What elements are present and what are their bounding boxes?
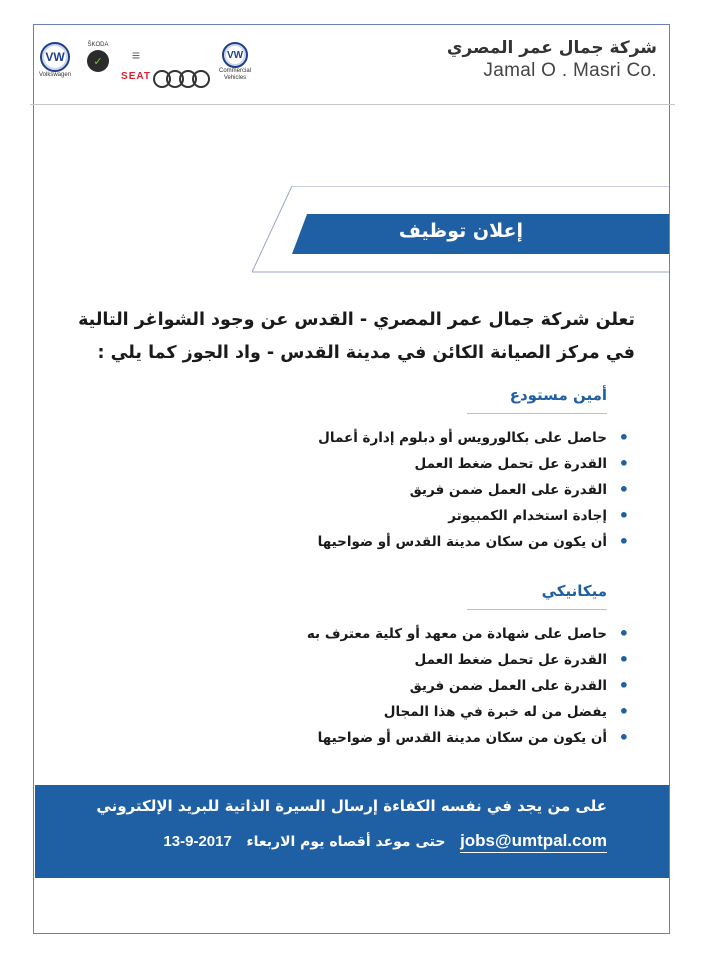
bullet-icon: • [618,650,629,669]
requirement-text: حاصل على شهادة من معهد أو كلية معترف به [306,626,607,642]
list-item [207,725,629,751]
vw-commercial-icon: VW [222,42,248,68]
banner-title: إعلان توظيف [398,220,523,242]
company-header [447,38,657,82]
requirement-text: القدرة على العمل ضمن فريق [409,678,607,694]
deadline-date: 13-9-2017 [163,833,232,850]
header-divider [30,104,675,105]
footer-banner [35,785,669,878]
company-name-arabic: شركة جمال عمر المصري [446,38,657,58]
bullet-icon: • [618,532,629,551]
footer-deadline [163,831,607,851]
section-title-storekeeper: أمين مستودع [509,386,607,404]
brand-seat [119,46,153,83]
requirement-text: إجادة استخدام الكمبيوتر [448,508,607,524]
list-item [207,647,629,673]
brand-volkswagen [35,42,75,78]
bullet-icon: • [618,702,629,721]
section-title-mechanic: ميكانيكي [541,582,607,600]
list-item [207,673,629,699]
bullet-icon: • [618,480,629,499]
deadline-text: حتى موعد أقصاه يوم الاربعاء [246,834,446,850]
company-name-english: Jamal O . Masri Co. [483,60,657,81]
list-item [207,477,629,503]
bullet-icon: • [618,728,629,747]
requirement-text: يفضل من له خبرة في هذا المجال [383,704,607,720]
requirement-text: حاصل على بكالورويس أو دبلوم إدارة أعمال [318,430,607,446]
brand-caption: ŠKODA [87,42,109,48]
email-link[interactable]: jobs@umtpal.com [460,831,607,853]
storekeeper-requirements [207,425,629,555]
requirement-text: أن يكون من سكان مدينة القدس أو ضواحيها [317,534,607,550]
brand-caption: Volkswagen [38,72,72,78]
requirement-text: القدرة عل تحمل ضغط العمل [414,652,607,668]
footer-instruction: على من يجد في نفسه الكفاءة إرسال السيرة الذاتية للبريد الإلكتروني [96,797,607,815]
bullet-icon: • [618,454,629,473]
section-divider [467,413,607,414]
list-item [207,503,629,529]
seat-icon: ≡ [131,47,141,63]
bullet-icon: • [618,676,629,695]
vw-icon: VW [40,42,70,72]
intro-line-1: تعلن شركة جمال عمر المصري - القدس عن وجود الشواغر التالية [78,310,635,330]
section-divider [467,609,607,610]
requirement-text: القدرة على العمل ضمن فريق [409,482,607,498]
bullet-icon: • [618,506,629,525]
audi-rings-icon [153,70,211,90]
brand-caption: SEAT [121,71,151,82]
mechanic-requirements [207,621,629,751]
requirement-text: القدرة عل تحمل ضغط العمل [414,456,607,472]
bullet-icon: • [618,624,629,643]
list-item [207,621,629,647]
list-item [207,699,629,725]
brand-skoda [81,42,115,72]
list-item [207,425,629,451]
brand-caption: Commercial Vehicles [218,68,251,81]
brand-commercial-vehicles [213,42,257,82]
intro-line-2: في مركز الصيانة الكائن في مدينة القدس - واد الجوز كما يلي : [97,343,635,363]
list-item [207,451,629,477]
intro-text [75,304,635,370]
skoda-icon: ✓ [87,50,109,72]
list-item [207,529,629,555]
requirement-text: أن يكون من سكان مدينة القدس أو ضواحيها [317,730,607,746]
announcement-banner [252,186,669,274]
bullet-icon: • [618,428,629,447]
